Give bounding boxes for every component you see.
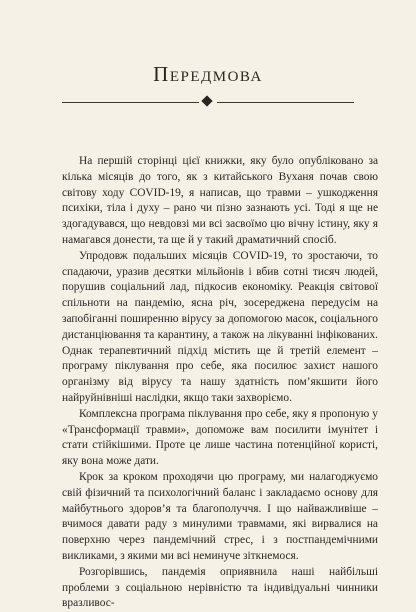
paragraph: Розгорівшись, пандемія оприявнила наші найбільші проблеми з соціальною нерівністю та індивідуальні чинники вразливос- — [62, 565, 378, 610]
chapter-title: Передмова — [153, 62, 263, 86]
paragraph: Крок за кроком проходячи цю програму, ми налагоджуємо свій фізичний та психологічний баланс і закладаємо основу для майбутнього здоров’я та благополуччя. І що найважливіше – вчимося давати раду з минулими травмами, які вирвалися на поверхню через пандемічний стрес, і з постпандемічними викликами, з якими ми всі неминуче зіткнемося. — [62, 470, 378, 562]
diamond-ornament-icon — [201, 95, 212, 106]
body-text — [62, 154, 378, 612]
paragraph: Комплексна програма піклування про себе, яку я пропоную у «Трансформації травми», допоможе вам посилити імунітет і стати стійкішими. Проте це лише частина потенційної користі, яку вона може дати. — [62, 407, 378, 468]
paragraph: На першій сторінці цієї книжки, яку було опубліковано за кілька місяців до того, як з китайського Вуханя почав свою світову ходу COVID-19, я написав, що травми – ушкодження психіки, тіла і духу – рано чи пізно зазнають усі. Тоді я ще не здогадувався, що невдовзі ми всі засвоїмо цю вічну істину, яку я намагався донести, та ще й у такий драматичний спосіб. — [62, 155, 378, 246]
paragraph: Упродовж подальших місяців COVID-19, то зростаючи, то спадаючи, уразив десятки мільйонів і вбив сотні тисяч людей, порушив соціальний лад, підкосив економіку. Реакція світової спільноти на пандемію, ясна річ, зосереджена передусім на запобіганні поширенню вірусу за допомогою масок, соціального дистанціювання та карантину, а також на лікуванні інфікованих. Однак терапевтичний підхід містить ще й третій елемент – програму піклування про себе, яка посилює захист нашого організму від вірусу та нашу здатність пом’якшити його найруйнівніші наслідки, якщо таки захворіємо. — [62, 249, 378, 404]
divider-line-left — [62, 102, 199, 103]
divider-line-right — [217, 102, 354, 103]
title-ornament-divider — [62, 96, 354, 108]
